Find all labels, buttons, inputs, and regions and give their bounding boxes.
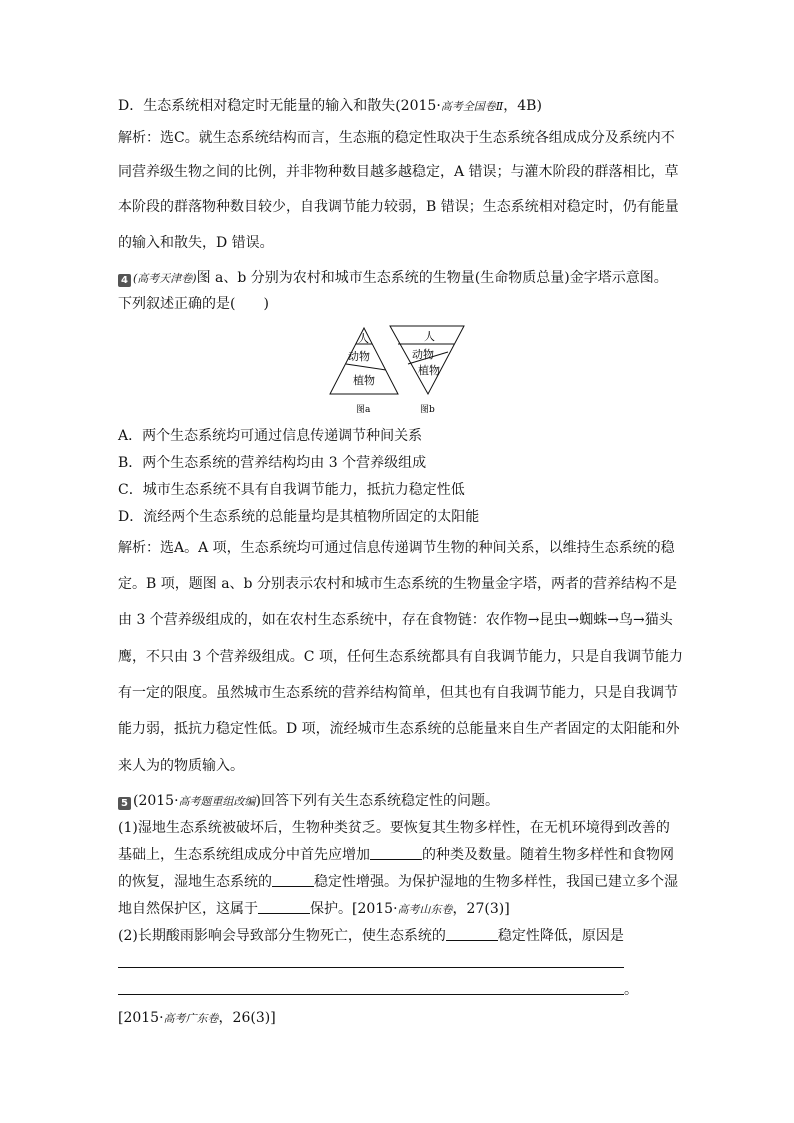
sub-question-2: (2)长期酸雨影响会导致部分生物死亡，使生态系统的 稳定性降低，原因是 [118,928,624,944]
answer-line[interactable] [118,967,624,968]
option-d-previous: D．生态系统相对稳定时无能量的输入和散失(2015·高考全国卷Ⅱ，4B) [118,98,542,114]
sub-question-1: 基础上，生态系统组成成分中首先应增加 的种类及数量。随着生物多样性和食物网 [118,847,674,863]
analysis-line: 鹰，不只由 3 个营养级组成。C 项，任何生态系统都具有自我调节能力，只是自我调节能力 [118,649,683,665]
analysis-line: 由 3 个营养级组成的，如在农村生态系统中，存在食物链：农作物→昆虫→蜘蛛→鸟→猫头 [118,612,673,628]
analysis-line: 同营养级生物之间的比例，并非物种数目越多越稳定，A 错误；与灌木阶段的群落相比，草 [118,164,679,180]
analysis-line: 解析：选A。A 项，生态系统均可通过信息传递调节生物的种间关系，以维持生态系统的稳 [118,540,675,556]
sub-question-1: 地自然保护区，这属于 保护。[2015·高考山东卷，27(3)] [118,901,510,917]
source-citation: [2015·高考广东卷，26(3)] [118,1010,276,1026]
biomass-pyramid-figure [326,322,466,416]
option-c: C．城市生态系统不具有自我调节能力，抵抗力稳定性低 [118,482,465,498]
analysis-line: 来人为的物质输入。 [118,758,244,774]
option-d: D．流经两个生态系统的总能量均是其植物所固定的太阳能 [118,509,480,525]
pyramid-a-top-label: 人 [358,332,369,345]
option-a: A．两个生态系统均可通过信息传递调节种间关系 [118,428,423,444]
pyramid-b-mid-label: 动物 [412,348,434,361]
pyramid-a-caption: 图a [356,405,371,415]
answer-blank[interactable] [446,928,498,941]
pyramid-b-bottom-label: 植物 [418,364,440,377]
sub-question-1: (1)湿地生态系统被破坏后，生物种类贫乏。要恢复其生物多样性，在无机环境得到改善的 [118,820,670,836]
question-number-icon: 5 [118,797,131,810]
answer-blank[interactable] [272,874,314,887]
pyramid-b [390,326,464,415]
analysis-line: 本阶段的群落物种数目较少，自我调节能力较弱，B 错误；生态系统相对稳定时，仍有能量 [118,199,679,215]
analysis-line: 能力弱，抵抗力稳定性低。D 项，流经城市生态系统的总能量来自生产者固定的太阳能和外 [118,721,680,737]
pyramid-b-caption: 图b [420,405,435,415]
option-b: B．两个生态系统的营养结构均由 3 个营养级组成 [118,455,427,471]
sub-question-1: 的恢复，湿地生态系统的 稳定性增强。为保护湿地的生物多样性，我国已建立多个湿 [118,874,678,890]
question-5-stem: 5 (2015·高考题重组改编)回答下列有关生态系统稳定性的问题。 [118,791,499,812]
pyramid-b-top-label: 人 [424,330,435,343]
answer-blank[interactable] [370,847,422,860]
answer-blank[interactable] [258,901,310,914]
answer-end-mark: 。 [624,982,638,998]
analysis-line: 有一定的限度。虽然城市生态系统的营养结构简单，但其也有自我调节能力，只是自我调节 [118,685,678,701]
analysis-line: 的输入和散失，D 错误。 [118,235,274,251]
pyramid-a-mid-label: 动物 [348,350,370,363]
question-4-stem: 4 (高考天津卷)图 a、b 分别为农村和城市生态系统的生物量(生命物质总量)金字塔示意图。 [118,268,668,289]
pyramid-a-bottom-label: 植物 [353,374,375,387]
question-4-stem-2: 下列叙述正确的是( ) [118,296,269,312]
analysis-line: 解析：选C。就生态系统结构而言，生态瓶的稳定性取决于生态系统各组成成分及系统内不 [118,130,675,146]
analysis-line: 定。B 项，题图 a、b 分别表示农村和城市生态系统的生物量金字塔，两者的营养结构不是 [118,576,677,592]
answer-line[interactable] [118,994,624,995]
pyramid-a [330,328,398,415]
question-number-icon: 4 [118,274,131,287]
